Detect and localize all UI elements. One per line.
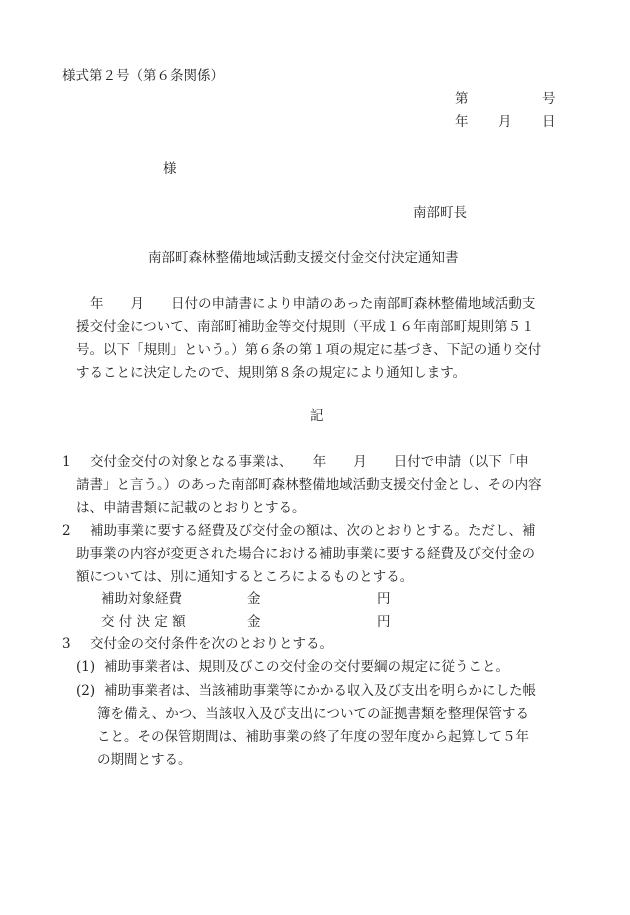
item-number: 2 [62, 523, 71, 539]
sub-item-number: (1) [76, 659, 96, 675]
amount-label: 補助対象経費 [101, 591, 182, 607]
date-day: 日 [542, 114, 556, 130]
amount-kin: 金 [247, 614, 261, 630]
form-label: 様式第２号（第６条関係） [62, 68, 224, 84]
ki-heading: 記 [310, 408, 324, 424]
sub-item-line: の期間とする。 [97, 752, 192, 768]
item-line: 補助事業に要する経費及び交付金の額は、次のとおりとする。ただし、補 [90, 523, 536, 539]
item-line: 助事業の内容が変更された場合における補助事業に要する経費及び交付金の [76, 546, 535, 562]
item-line: 交付金交付の対象となる事業は、 年 月 日付で申請（以下「申 [90, 454, 529, 470]
item-line: 請書」と言う。）のあった南部町森林整備地域活動支援交付金とし、その内容 [76, 477, 542, 493]
document-title: 南部町森林整備地域活動支援交付金交付決定通知書 [148, 250, 459, 266]
number-go: 号 [542, 91, 556, 107]
item-line: 額については、別に通知するところによるものとする。 [76, 569, 414, 585]
intro-line: 援交付金について、南部町補助金等交付規則（平成１６年南部町規則第５１ [76, 319, 535, 335]
item-line: は、申請書類に記載のとおりとする。 [76, 500, 306, 516]
amount-kin: 金 [247, 591, 261, 607]
sub-item-line: こと。その保管期間は、補助事業の終了年度の翌年度から起算して５年 [97, 729, 529, 745]
intro-line: することに決定したので、規則第８条の規定により通知します。 [76, 365, 467, 381]
sub-item-line: 補助事業者は、当該補助事業等にかかる収入及び支出を明らかにした帳 [104, 683, 536, 699]
date-month: 月 [498, 114, 512, 130]
intro-line: 号。以下「規則」という。）第６条の第１項の規定に基づき、下記の通り交付 [76, 342, 542, 358]
amount-yen: 円 [377, 614, 391, 630]
sender: 南部町長 [413, 205, 467, 221]
number-dai: 第 [455, 91, 469, 107]
sub-item-line: 簿を備え、かつ、当該収入及び支出についての証拠書類を整理保管する [97, 706, 529, 722]
amount-label: 交 付 決 定 額 [101, 614, 186, 630]
item-number: 1 [62, 454, 71, 470]
addressee-suffix: 様 [163, 161, 177, 177]
item-number: 3 [62, 636, 71, 652]
item-line: 交付金の交付条件を次のとおりとする。 [90, 636, 333, 652]
sub-item-line: 補助事業者は、規則及びこの交付金の交付要綱の規定に従うこと。 [104, 659, 509, 675]
amount-yen: 円 [377, 591, 391, 607]
date-year: 年 [455, 114, 469, 130]
sub-item-number: (2) [76, 683, 96, 699]
intro-line: 年 月 日付の申請書により申請のあった南部町森林整備地域活動支 [90, 296, 536, 312]
